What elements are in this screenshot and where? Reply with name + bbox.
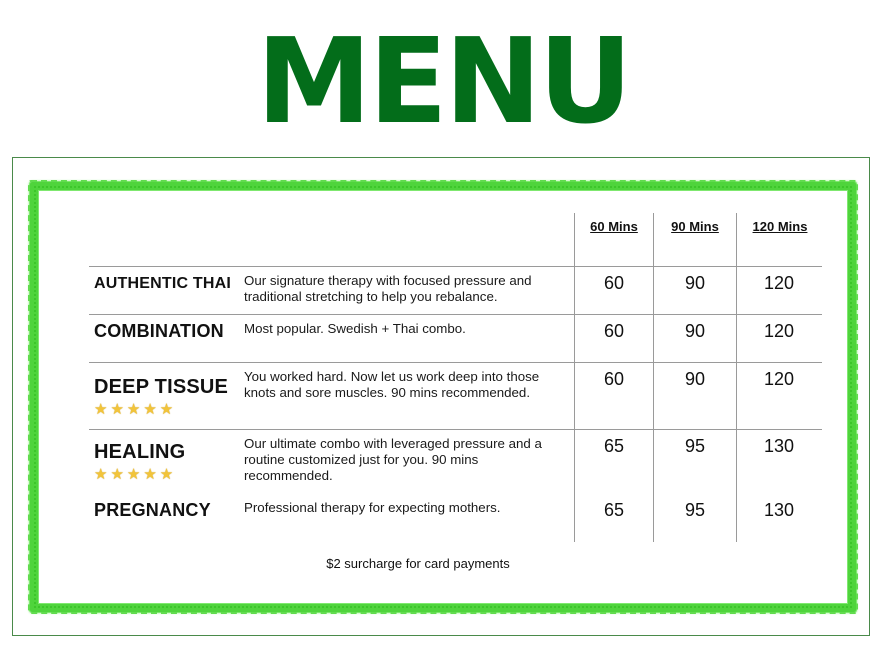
price-60: 60 — [603, 369, 625, 389]
price-60: 60 — [603, 321, 625, 341]
price-90: 90 — [684, 321, 706, 341]
rating-stars: ★★★★★ — [94, 401, 177, 418]
price-120: 120 — [763, 273, 795, 293]
rating-stars: ★★★★★ — [94, 466, 177, 483]
price-90: 90 — [684, 369, 706, 389]
price-90: 95 — [684, 500, 706, 520]
price-120: 120 — [763, 369, 795, 389]
service-description-authentic-thai: Our signature therapy with focused pressure and traditional stretching to help you rebalance. — [244, 273, 532, 304]
price-60: 65 — [603, 500, 625, 520]
price-120: 130 — [763, 500, 795, 520]
price-90: 95 — [684, 436, 706, 456]
row-divider — [89, 362, 822, 363]
price-60: 65 — [603, 436, 625, 456]
menu-title: MENU — [256, 12, 630, 150]
service-name-healing: HEALING — [94, 441, 186, 463]
row-divider — [89, 314, 822, 315]
price-60: 60 — [603, 273, 625, 293]
row-divider — [89, 429, 822, 430]
service-description-combination: Most popular. Swedish + Thai combo. — [244, 321, 466, 336]
column-header-120: 120 Mins — [752, 219, 808, 234]
price-120: 120 — [763, 321, 795, 341]
service-name-deep-tissue: DEEP TISSUE — [94, 376, 229, 398]
service-description-healing: Our ultimate combo with leveraged pressure and a routine customized just for you. 90 mins recommended. — [244, 436, 542, 483]
service-description-deep-tissue: You worked hard. Now let us work deep into those knots and sore muscles. 90 mins recommended. — [244, 369, 540, 400]
column-header-60: 60 Mins — [590, 219, 638, 234]
service-name-authentic-thai: AUTHENTIC THAI — [94, 275, 232, 292]
card-surcharge-note: $2 surcharge for card payments — [326, 556, 510, 571]
column-divider — [736, 213, 737, 542]
column-header-90: 90 Mins — [671, 219, 719, 234]
price-120: 130 — [763, 436, 795, 456]
price-90: 90 — [684, 273, 706, 293]
service-description-pregnancy: Professional therapy for expecting mothers. — [244, 500, 501, 515]
service-name-pregnancy: PREGNANCY — [94, 500, 211, 520]
row-divider — [89, 266, 822, 267]
service-name-combination: COMBINATION — [94, 321, 224, 341]
